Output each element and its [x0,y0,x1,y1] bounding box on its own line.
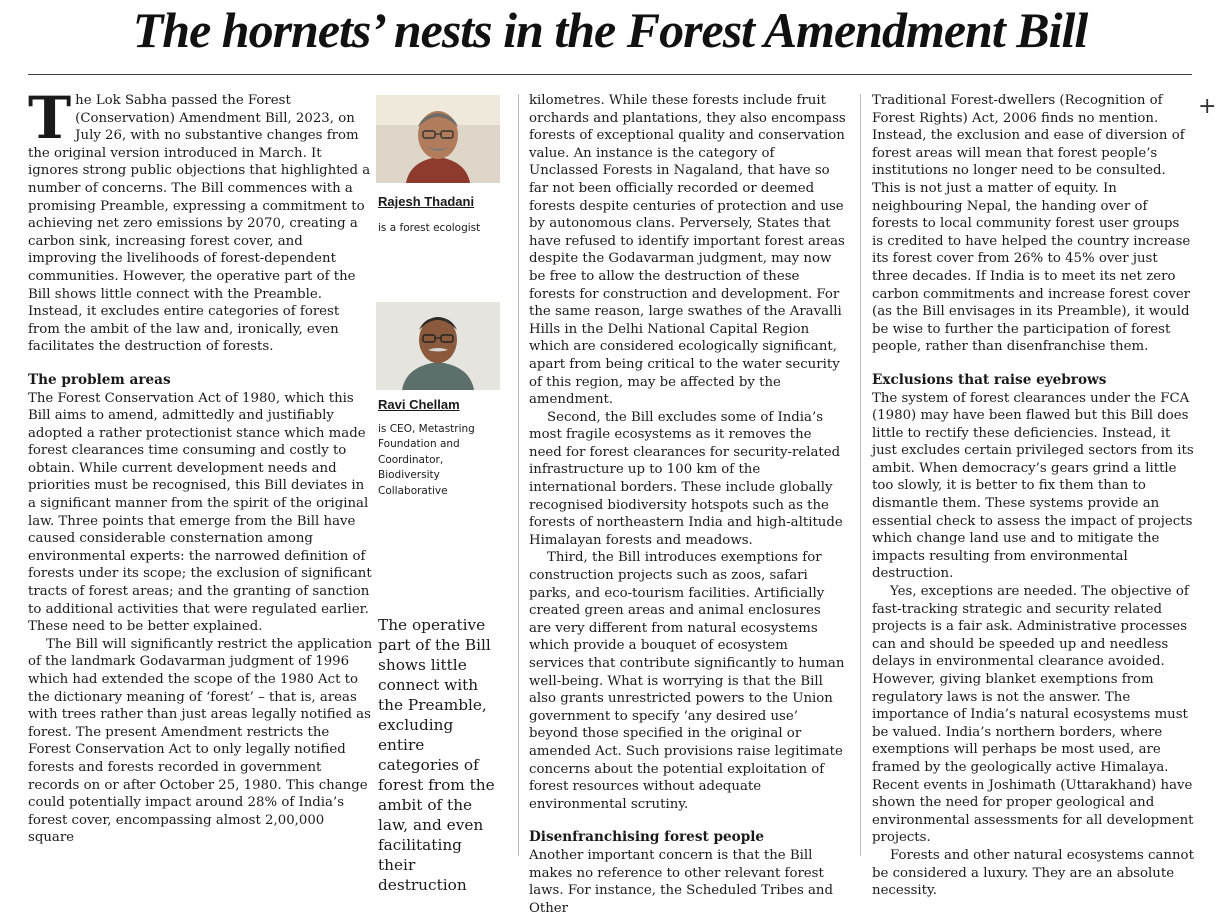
paragraph: kilometres. While these forests include fruit orchards and plantations, they also encompass forests of exceptional quality and conservation value. An instance is the category of Unclassed Forests in Nagaland, that have so far not been officially recorded or deemed forests despite centuries of protection and use by autonomous clans. Perversely, States that have refused to identify important forest areas despite the Godavarman judgment, may now be free to allow the destruction of these forests for construction and development. For the same reason, large swathes of the Aravalli Hills in the Delhi National Capital Region which are considered ecologically significant, apart from being critical to the water security of this region, may be affected by the amendment. [529,93,846,408]
article-column-4 [872,92,1194,900]
plus-icon: + [1198,94,1217,119]
article-column-1 [28,84,374,847]
drop-cap: T [28,84,72,152]
intro-paragraph: The Lok Sabha passed the Forest (Conservation) Amendment Bill, 2023, on July 26, with no substantive changes from the original version introduced in March. It ignores strong public objections that highlighted a number of concerns. The Bill commences with a promising Preamble, expressing a commitment to achieving net zero emissions by 2070, creating a carbon sink, increasing forest cover, and improving the livelihoods of forest-dependent communities. However, the operative part of the Bill shows little connect with the Preamble. Instead, it excludes entire categories of forest from the ambit of the law and, ironically, even facilitates the destruction of forests. [28,84,371,355]
section-heading: Disenfranchising forest people [529,829,765,846]
paragraph: Forests and other natural ecosystems cannot be considered a luxury. They are an absolute necessity. [872,847,1194,899]
paragraph: Another important concern is that the Bill makes no reference to other relevant forest laws. For instance, the Scheduled Tribes and Other [529,847,834,916]
column-divider [518,94,519,856]
author-name: Rajesh Thadani [378,194,475,209]
author-photo-ravi-chellam [376,302,500,390]
paragraph: Third, the Bill introduces exemptions for construction projects such as zoos, safari parks, and eco-tourism facilities. Artificially created green areas and animal enclosures are very different from natural ecosystems which provide a bouquet of ecosystem services that contribute significantly to human well-being. What is worrying is that the Bill also grants unrestricted powers to the Union government to specify ‘any desired use’ beyond those specified in the original or amended Act. Such provisions raise legitimate concerns about the potential exploitation of forest resources without adequate environmental scrutiny. [529,550,845,812]
paragraph: Traditional Forest-dwellers (Recognition of Forest Rights) Act, 2006 finds no mention. Instead, the exclusion and ease of diversion of forest areas will mean that forest people’s institutions no longer need to be consulted. This is not just a matter of equity. In neighbouring Nepal, the handing over of forests to local community forest user groups is credited to have helped the country increase its forest cover from 26% to 45% over just three decades. If India is to meet its net zero carbon commitments and increase forest cover (as the Bill envisages in its Preamble), it would be wise to further the participation of forest people, rather than disenfranchise them. [872,93,1191,355]
headline-rule [28,74,1192,75]
paragraph: The Forest Conservation Act of 1980, which this Bill aims to amend, admittedly and justifiably adopted a rather protectionist stance which made forest clearances time consuming and costly to obtain. While current development needs and priorities must be recognised, this Bill deviates in a significant manner from the spirit of the original law. Three points that emerge from the Bill have caused considerable consternation among environmental experts: the narrowed definition of forests under its scope; the exclusion of significant tracts of forest areas; and the granting of sanction to additional activities that were regulated earlier. These need to be better explained. [28,390,372,635]
section-heading: Exclusions that raise eyebrows [872,371,1107,388]
paragraph: The Bill will significantly restrict the application of the landmark Godavarman judgment of 1996 which had extended the scope of the 1980 Act to the dictionary meaning of ‘forest’ – that is, areas with trees rather than just areas legally notified as forest. The present Amendment restricts the Forest Conservation Act to only legally notified forests and forests recorded in government records on or after October 25, 1980. This change could potentially impact around 28% of India’s forest cover, encompassing almost 2,00,000 square [28,636,373,846]
paragraph: The system of forest clearances under the FCA (1980) may have been flawed but this Bill does little to rectify these deficiencies. Instead, it just excludes certain privileged sectors from its ambit. When democracy’s gears grind a little too slowly, it is better to fix them than to dismantle them. These systems provide an essential check to assess the impact of projects which change land use and to mitigate the impacts resulting from environmental destruction. [872,390,1194,582]
column-divider [860,94,861,856]
article-column-3 [529,92,847,917]
paragraph: Second, the Bill excludes some of India’s most fragile ecosystems as it removes the need for forest clearances for security-related infrastructure up to 100 km of the international borders. These include globally recognised biodiversity hotspots such as the forests of northeastern India and high-altitude Himalayan forests and meadows. [529,409,843,548]
pull-quote: The operative part of the Bill shows little connect with the Preamble, excluding entire categories of forest from the ambit of the law, and even facilitating their destruction [378,616,495,894]
section-heading: The problem areas [28,371,171,388]
paragraph: Yes, exceptions are needed. The objective of fast-tracking strategic and security related projects is a fair ask. Administrative processes can and should be speeded up and needless delays in environmental clearance avoided. However, giving blanket exemptions from regulatory laws is not the answer. The importance of India’s natural ecosystems must be valued. India’s northern borders, where exemptions will perhaps be most used, are framed by the geologically active Himalaya. Recent events in Joshimath (Uttarakhand) have shown the need for proper geological and environmental assessments for all development projects. [872,584,1194,846]
page-title: The hornets’ nests in the Forest Amendment Bill [132,2,1088,58]
author-role: is a forest ecologist [378,222,481,234]
author-photo-rajesh-thadani [376,95,500,183]
author-role: is CEO, Metastring Foundation and Coordinator, Biodiversity Collaborative [378,423,475,497]
author-name: Ravi Chellam [378,397,460,412]
